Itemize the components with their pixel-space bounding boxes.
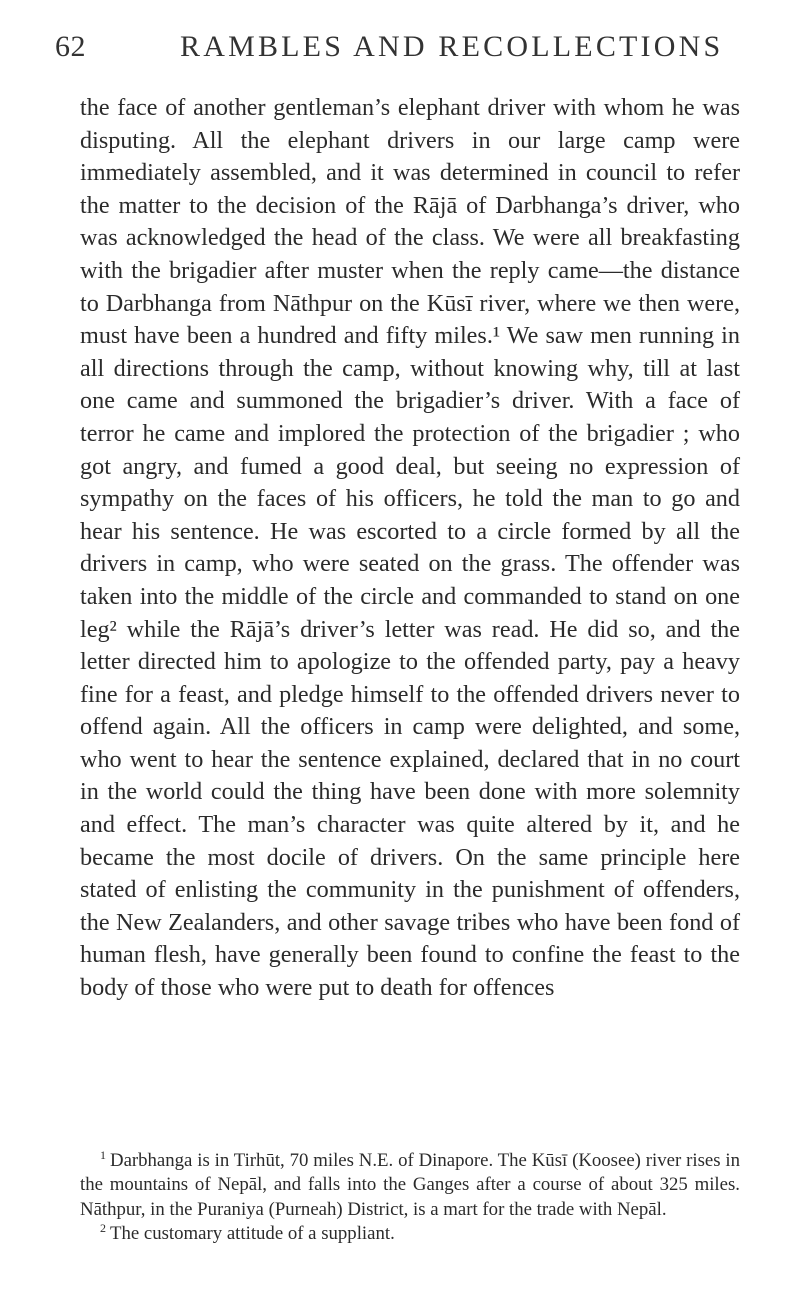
page-number: 62 [55, 30, 86, 63]
footnote-text: The customary attitude of a suppliant. [110, 1223, 395, 1245]
running-head [50, 30, 750, 74]
footnote-marker: 2 [100, 1220, 106, 1235]
footnotes [80, 1149, 740, 1247]
footnote-text: Darbhanga is in Tirhūt, 70 miles N.E. of Dinapore. The Kūsī (Koosee) river rises in the mountains of Nepāl, and falls into the Ganges after a course of about 325 miles. Nāthpur, in the Puraniya (Purneah) District, is a mart for the trade with Nepāl. [80, 1150, 740, 1220]
footnote-marker: 1 [100, 1147, 106, 1162]
footnote-1 [80, 1149, 740, 1222]
footnote-2 [80, 1222, 740, 1246]
body-paragraph: the face of another gentleman’s elephant driver with whom he was disputing. All the elephant drivers in our large camp were immediately assembled, and it was determined in council to refer the matter to the decision of the Rājā of Darbhanga’s driver, who was acknowledged the head of the class. We were all breakfasting with the brigadier after muster when the reply came—the distance to Darbhanga from Nāthpur on the Kūsī river, where we then were, must have been a hundred and fifty miles.¹ We saw men running in all directions through the camp, without knowing why, till at last one came and summoned the brigadier’s driver. With a face of terror he came and implored the protection of the brigadier ; who got angry, and fumed a good deal, but seeing no expression of sympathy on the faces of his officers, he told the man to go and hear his sentence. He was escorted to a circle formed by all the drivers in camp, who were seated on the grass. The offender was taken into the middle of the circle and commanded to stand on one leg² while the Rājā’s driver’s letter was read. He did so, and the letter directed him to apologize to the offended party, pay a heavy fine for a feast, and pledge himself to the offended drivers never to offend again. All the officers in camp were delighted, and some, who went to hear the sentence explained, declared that in no court in the world could the thing have been done with more solemnity and effect. The man’s character was quite altered by it, and he became the most docile of drivers. On the same principle here stated of enlisting the community in the punishment of offenders, the New Zealanders, and other savage tribes who have been fond of human flesh, have generally been found to confine the feast to the body of those who were put to death for offences [80, 94, 740, 1002]
running-title: RAMBLES AND RECOLLECTIONS [180, 30, 724, 63]
